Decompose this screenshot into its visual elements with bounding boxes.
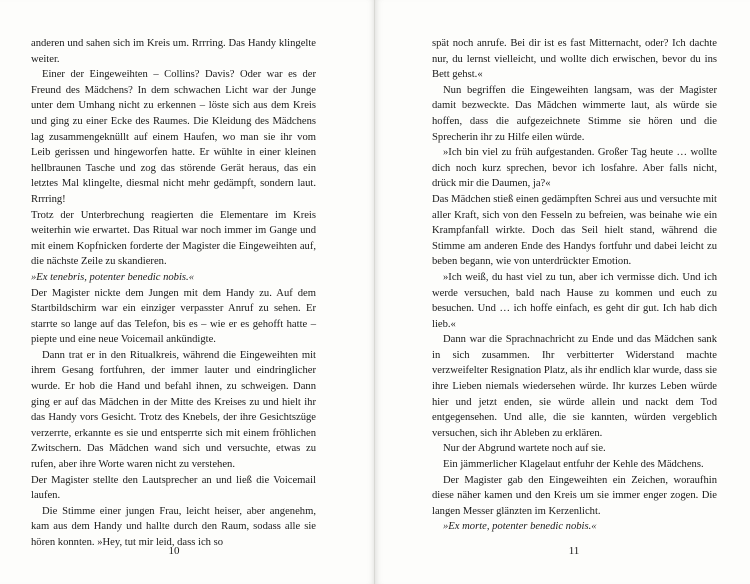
paragraph: Der Magister stellte den Lautsprecher an und ließ die Voicemail laufen.	[31, 474, 316, 502]
paragraph: Nun begriffen die Eingeweihten langsam, was der Magister damit bezweckte. Das Mädchen wimmerte laut, als würde sie hoffen, dass die aufgezeichnete Stimme sie hören und die Sprecherin ihr zu Hilfe eilen würde.	[432, 84, 717, 143]
paragraph: Dann trat er in den Ritualkreis, während die Eingeweihten mit ihrem Gesang fortfuhren, der immer lauter und eindringlicher wurde. Er hob die Hand und befahl ihnen, zu schweigen. Dann ging er auf das Mädchen in der Mitte des Kreises zu und hielt ihr das Handy vors Gesicht. Trotz des Knebels, der ihre Gesichtszüge verzerrte, erkannte es sie und entsperrte sich mit einem fröhlichen Zwitschern. Das Mädchen wand sich und versuchte, etwas zu rufen, aber ihre Worte waren nicht zu verstehen.	[31, 349, 316, 471]
page-number-left: 10	[168, 545, 180, 557]
paragraph: anderen und sahen sich im Kreis um. Rrrring. Das Handy klingelte weiter.	[31, 38, 316, 65]
right-page	[375, 0, 750, 584]
paragraph: Der Magister nickte dem Jungen mit dem Handy zu. Auf dem Startbildschirm war ein einziger verpasster Anruf zu sehen. Er starrte so lange auf das Telefon, bis es – wie er es gehofft hatte – piepte und eine neue Voicemail ankündigte.	[31, 287, 316, 346]
paragraph: »Ich weiß, du hast viel zu tun, aber ich vermisse dich. Und ich werde versuchen, bald nach Hause zu kommen und euch zu besuchen. Und … ich hoffe einfach, es geht dir gut. Ich hab dich lieb.«	[432, 271, 717, 330]
page-number-right: 11	[568, 545, 580, 557]
paragraph: »Ich bin viel zu früh aufgestanden. Großer Tag heute … wollte dich noch kurz sprechen, bevor ich losfahre. Aber falls nicht, drück mir die Daumen, ja?«	[432, 147, 717, 190]
paragraph: Einer der Eingeweihten – Collins? Davis? Oder war es der Freund des Mädchens? In dem schwachen Licht war der Junge unter dem Umhang nicht zu erkennen – löste sich aus dem Kreis und ging zu einer Ecke des Raumes. Die Kleidung des Mädchens lag zusammengeknüllt auf einem Haufen, wo man sie ihr vom Leib gerissen und hingeworfen hatte. Er wühlte in einer kleinen hellbraunen Tasche und zog das störende Gerät heraus, das ein letztes Mal klingelte, diesmal nicht mehr gedämpft, sondern laut. Rrrring!	[31, 69, 316, 205]
paragraph: Nur der Abgrund wartete noch auf sie.	[443, 443, 606, 455]
paragraph: Das Mädchen stieß einen gedämpften Schrei aus und versuchte mit aller Kraft, sich von den Fesseln zu befreien, was beinahe wie ein Krampfanfall wirkte. Doch das Seil hielt stand, während die Stimme am anderen Ende des Handys fortfuhr und dabei leicht zu beben begann, wie von unterdrückter Emotion.	[432, 193, 717, 268]
paragraph: spät noch anrufe. Bei dir ist es fast Mitternacht, oder? Ich dachte nur, du lernst vielleicht, und wollte dich erwischen, bevor du ins Bett gehst.«	[432, 38, 717, 81]
paragraph: Trotz der Unterbrechung reagierten die Elementare im Kreis weiterhin wie erwartet. Das Ritual war noch immer im Gange und mit einem Kopfnicken forderte der Magister die Eingeweihten auf, die nächste Zeile zu skandieren.	[31, 209, 316, 268]
paragraph: »Ex tenebris, potenter benedic nobis.«	[31, 271, 194, 283]
left-page-text	[31, 36, 316, 551]
paragraph: Die Stimme einer jungen Frau, leicht heiser, aber angenehm, kam aus dem Handy und hallte durch den Raum, sodass alle sie hören konnten. »Hey, tut mir leid, dass ich so	[31, 505, 316, 548]
paragraph: Der Magister gab den Eingeweihten ein Zeichen, woraufhin diese näher kamen und den Kreis um sie immer enger zogen. Die langen Messer glänzten im Kerzenlicht.	[432, 474, 717, 517]
paragraph: Ein jämmerlicher Klagelaut entfuhr der Kehle des Mädchens.	[443, 459, 704, 471]
paragraph: »Ex morte, potenter benedic nobis.«	[443, 521, 597, 533]
paragraph: Dann war die Sprachnachricht zu Ende und das Mädchen sank in sich zusammen. Ihr verbitterter Widerstand machte verzweifelter Resignation Platz, als ihr endlich klar wurde, dass sie ihre Lieben niemals wiedersehen würde. Ihr kurzes Leben würde hier und jetzt enden, sie würde allein und nackt dem Tod entgegensehen. Und alle, die sie kannten, würden vergeblich versuchen, sich ihr Ableben zu erklären.	[432, 334, 717, 439]
right-page-text	[432, 36, 717, 535]
